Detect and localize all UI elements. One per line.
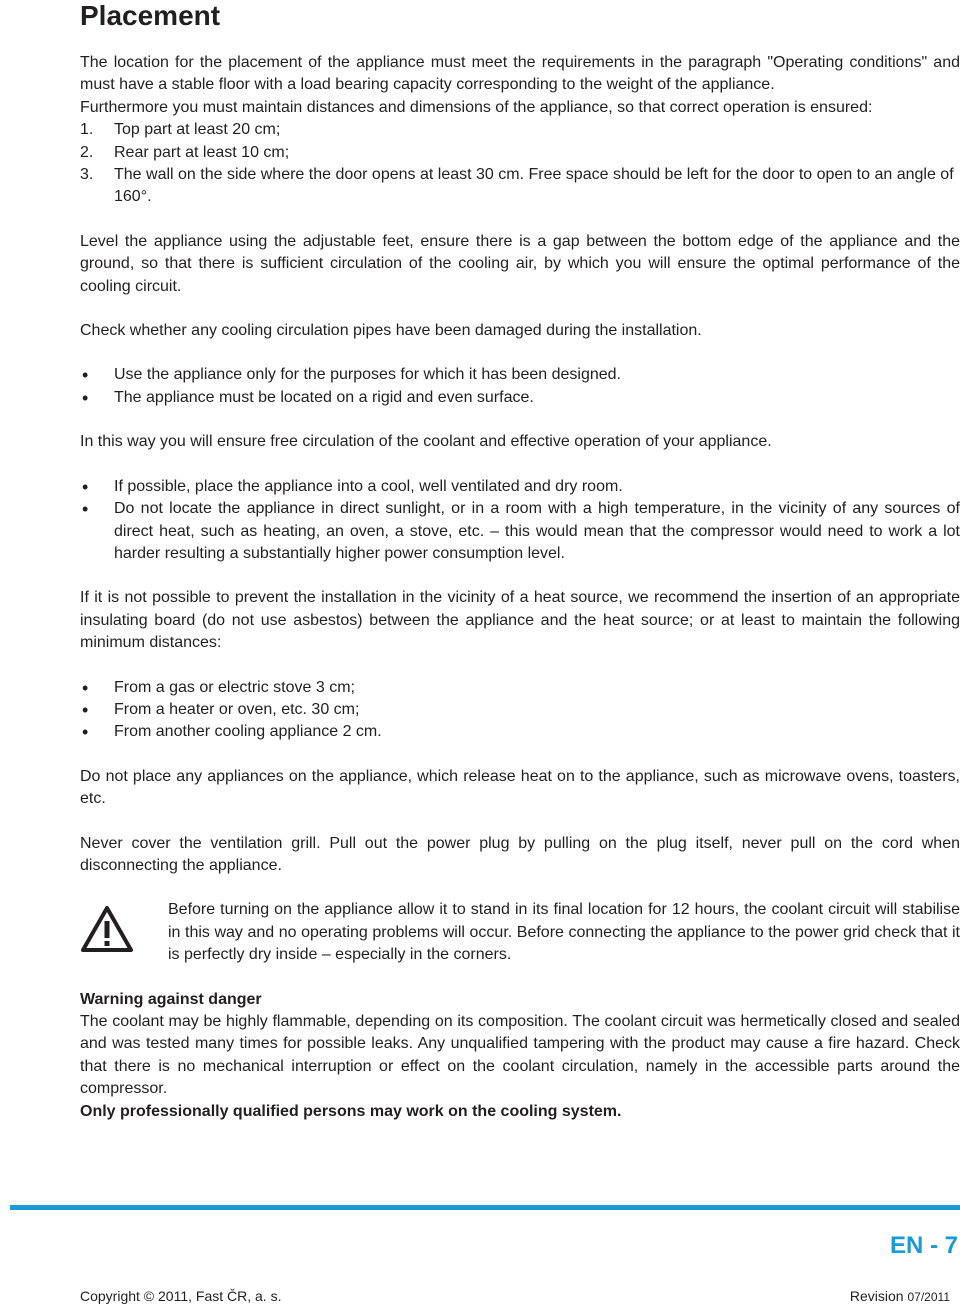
danger-heading: Warning against danger (80, 990, 262, 1008)
list-item (80, 119, 960, 141)
list-item: • If possible, place the appliance into a cool, well ventilated and dry room. (80, 476, 960, 498)
danger-paragraph: The coolant may be highly flammable, depending on its composition. The coolant circuit was hermetically closed and sealed and was tested many times for possible leaks. Any unqualified tampering with the product may cause a fire hazard. Check that there is no mechanical interruption or effect on the coolant circulation, namely in the accessible parts around the compressor. (80, 1013, 960, 1098)
footer-rule (10, 1205, 960, 1210)
list-item: • From a gas or electric stove 3 cm; (80, 677, 960, 699)
warning-note (80, 899, 960, 966)
list-item: • From a heater or oven, etc. 30 cm; (80, 699, 960, 721)
never-cover-paragraph: Never cover the ventilation grill. Pull out the power plug by pulling on the plug itself, never pull on the cord when disconnecting the appliance. (80, 834, 960, 874)
list-item-text: Top part at least 20 cm; (114, 121, 281, 139)
list-item-text: Rear part at least 10 cm; (114, 143, 290, 161)
list-item (80, 164, 960, 209)
distances-bullet-list (80, 677, 960, 744)
location-bullet-list (80, 476, 960, 566)
revision (850, 1288, 950, 1304)
level-paragraph: Level the appliance using the adjustable feet, ensure there is a gap between the bottom edge of the appliance and the ground, so that there is sufficient circulation of the cooling air, by which you will ensure the optimal performance of the cooling circuit. (80, 232, 960, 295)
list-number: 2. (80, 143, 94, 161)
list-item: • From another cooling appliance 2 cm. (80, 721, 960, 743)
distances-paragraph: Furthermore you must maintain distances and dimensions of the appliance, so that correct operation is ensured: (80, 98, 873, 116)
usage-bullet-list (80, 364, 960, 409)
list-item: • The appliance must be located on a rigid and even surface. (80, 387, 960, 409)
distances-list (80, 119, 960, 209)
warning-note-text: Before turning on the appliance allow it to stand in its final location for 12 hours, the coolant circuit will stabilise in this way and no operating problems will occur. Before connecting the appliance to the power grid check that it is perfectly dry inside – especially in the corners. (168, 901, 960, 964)
warning-triangle-icon (80, 905, 134, 953)
main-content (80, 52, 960, 1123)
revision-label: Revision (849, 1288, 904, 1304)
list-item: • Do not locate the appliance in direct sunlight, or in a room with a high temperature, in the vicinity of any sources of direct heat, such as heating, an oven, a stove, etc. – this would mean that the compressor would need to work a lot harder resulting a substantially higher power consumption level. (80, 498, 960, 565)
list-number: 1. (80, 121, 94, 139)
list-item-text: The wall on the side where the door opens at least 30 cm. Free space should be left for the door to open to an angle of 160°. (114, 166, 954, 206)
heat-source-paragraph: If it is not possible to prevent the installation in the vicinity of a heat source, we recommend the insertion of an appropriate insulating board (do not use asbestos) between the appliance and the heat source; or at least to maintain the following minimum distances: (80, 589, 960, 652)
revision-date: 07/2011 (907, 1290, 950, 1304)
no-place-paragraph: Do not place any appliances on the appliance, which release heat on to the appliance, such as microwave ovens, toasters, etc. (80, 767, 960, 808)
list-item (80, 142, 960, 164)
intro-paragraph: The location for the placement of the appliance must meet the requirements in the paragraph "Operating conditions" and must have a stable floor with a load bearing capacity corresponding to the weight of the appliance. (80, 54, 960, 94)
copyright: Copyright © 2011, Fast ČR, a. s. (80, 1288, 282, 1304)
page-number: EN - 7 (889, 1232, 958, 1259)
check-paragraph: Check whether any cooling circulation pipes have been damaged during the installation. (80, 322, 702, 340)
list-item: • Use the appliance only for the purposes for which it has been designed. (80, 364, 960, 386)
circulation-paragraph: In this way you will ensure free circulation of the coolant and effective operation of your appliance. (80, 433, 772, 451)
list-number: 3. (80, 166, 94, 184)
danger-final-statement: Only professionally qualified persons may work on the cooling system. (80, 1102, 622, 1120)
page-title: Placement (80, 0, 221, 31)
